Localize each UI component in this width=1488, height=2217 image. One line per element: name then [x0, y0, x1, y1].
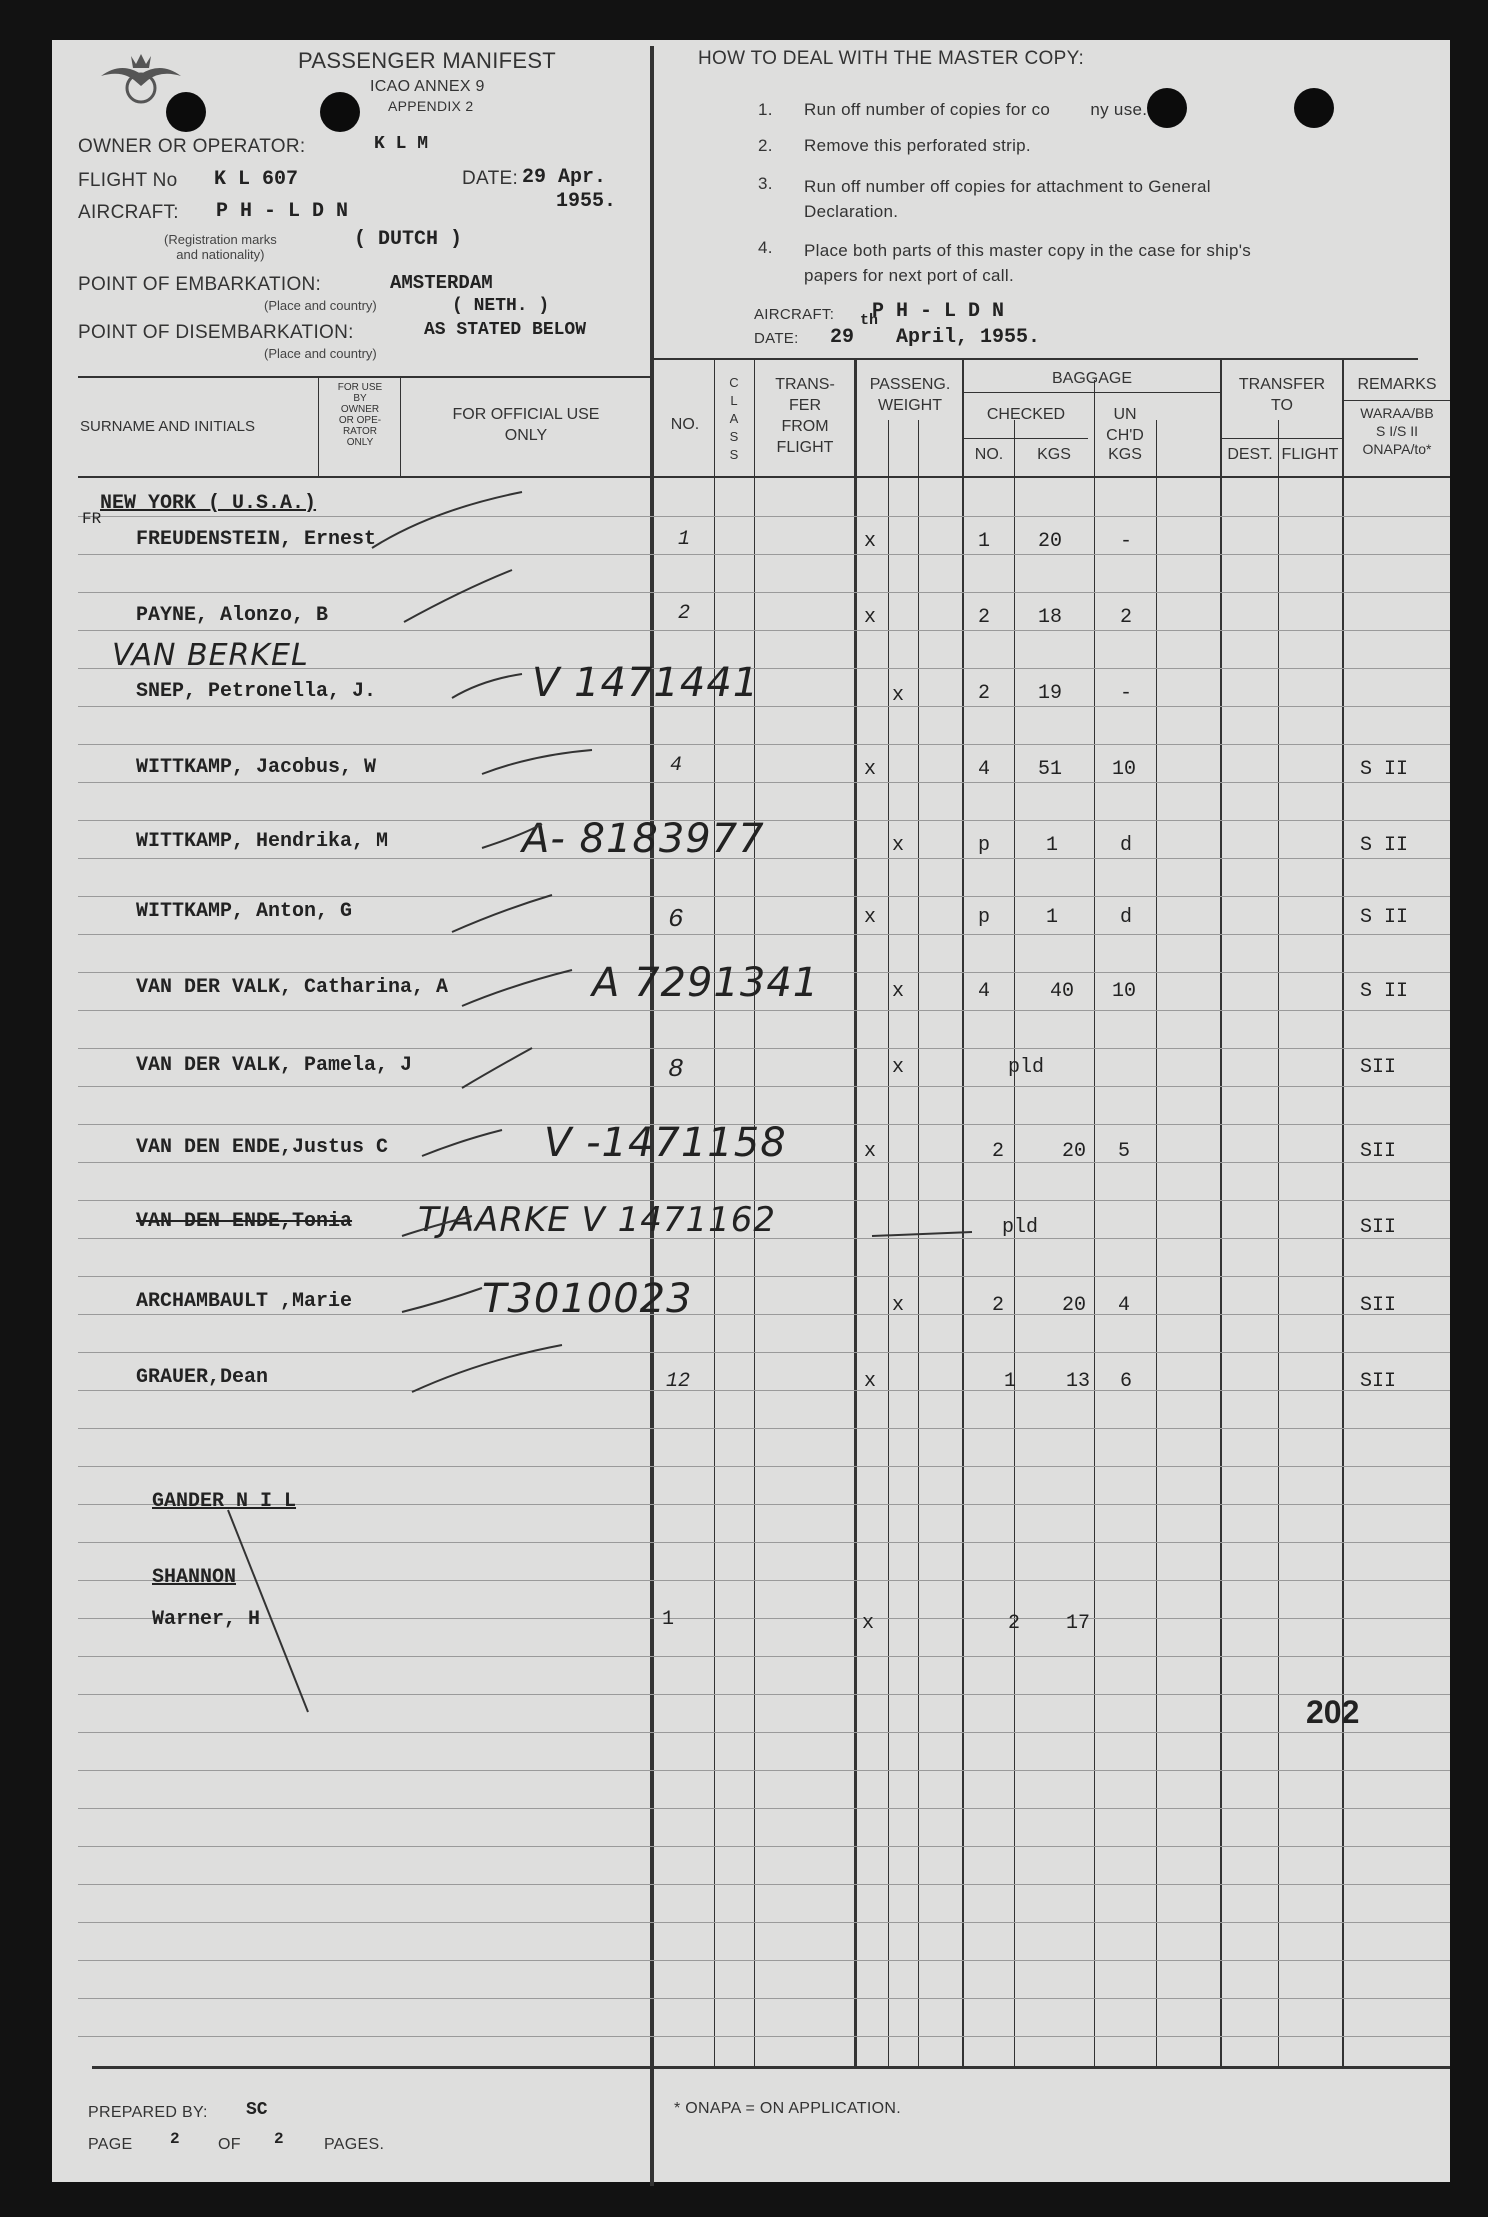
col-weight: PASSENG. WEIGHT	[869, 376, 951, 414]
bag-kgs: pld	[1002, 1216, 1039, 1239]
bag-no: 2	[992, 1294, 1005, 1317]
instruction-text: Place both parts of this master copy in the case for ship's papers for next port of call.	[804, 241, 1252, 285]
col-kgs: KGS	[1037, 446, 1071, 463]
passenger-name: SNEP, Petronella, J.	[136, 680, 377, 703]
col-flight: FLIGHT	[1281, 446, 1339, 463]
bag-kgs: 17	[1066, 1612, 1091, 1635]
col-unchecked: UN CH'D	[1106, 406, 1144, 444]
date-label: DATE:	[462, 168, 519, 189]
passenger-name: VAN DEN ENDE,Tonia	[136, 1210, 353, 1233]
col-transfer-to: TRANSFER TO	[1238, 376, 1326, 414]
pages-label: PAGES.	[324, 2136, 385, 2153]
weight-mark: x	[892, 834, 905, 857]
bag-unchecked: 2	[1120, 606, 1133, 629]
passenger-name: VAN DER VALK, Pamela, J	[136, 1054, 413, 1077]
bag-unchecked: 6	[1120, 1370, 1133, 1393]
bag-kgs: 20	[1062, 1140, 1087, 1163]
weight-mark: x	[892, 1056, 905, 1079]
footer-rule	[92, 2066, 1450, 2069]
col-transfer-from: TRANS- FER FROM FLIGHT	[775, 376, 835, 456]
instruction-text: Run off number of copies for co ny use.	[804, 100, 1148, 119]
remarks: S II	[1360, 980, 1409, 1003]
bag-no: 4	[978, 980, 991, 1003]
bag-no: 2	[978, 682, 991, 705]
instr-aircraft-value: P H - L D N	[872, 300, 1005, 323]
of-label: OF	[218, 2136, 241, 2153]
weight-mark: x	[892, 1294, 905, 1317]
passenger-no: 1	[678, 528, 691, 551]
instruction-text: Run off number off copies for attachment to General Declaration.	[804, 177, 1211, 221]
owner-label: OWNER OR OPERATOR:	[78, 136, 306, 157]
date-year: 1955.	[556, 190, 617, 213]
bag-no: 4	[978, 758, 991, 781]
bag-kgs: 20	[1062, 1294, 1087, 1317]
bag-unchecked: -	[1120, 682, 1133, 705]
passenger-name: VAN DER VALK, Catharina, A	[136, 976, 449, 999]
bag-kgs: 1	[1046, 834, 1059, 857]
disembarkation-value: AS STATED BELOW	[424, 320, 587, 340]
passenger-name: WITTKAMP, Hendrika, M	[136, 830, 389, 853]
passenger-name: FREUDENSTEIN, Ernest	[136, 528, 377, 551]
instr-date-label: DATE:	[754, 330, 799, 347]
bag-unchecked: d	[1120, 834, 1133, 857]
remarks: SII	[1360, 1216, 1397, 1239]
page-total: 2	[274, 2130, 284, 2148]
remarks: S II	[1360, 834, 1409, 857]
instr-date-sup: th	[860, 312, 879, 329]
registration-note: (Registration marks and nationality)	[164, 232, 277, 262]
bag-no: p	[978, 834, 991, 857]
bag-no: 2	[992, 1140, 1005, 1163]
fr-mark: FR	[82, 510, 102, 528]
passenger-no: 8	[668, 1054, 684, 1084]
passenger-name: PAYNE, Alonzo, B	[136, 604, 329, 627]
handwritten-correction: VAN BERKEL	[112, 638, 309, 673]
handwritten-passport: TJAARKE V 1471162	[418, 1200, 777, 1240]
instruction-text: Remove this perforated strip.	[804, 136, 1031, 155]
onapa-note: * ONAPA = ON APPLICATION.	[674, 2100, 901, 2117]
instr-date-value: 29	[830, 326, 855, 349]
handwritten-passport: V 1471441	[532, 660, 760, 706]
col-remarks: REMARKS	[1357, 376, 1437, 393]
instruction-number: 2.	[758, 136, 773, 155]
handwritten-passport: A- 8183977	[522, 816, 765, 862]
handwritten-passport: T3010023	[482, 1276, 693, 1322]
col-baggage: BAGGAGE	[1051, 370, 1133, 387]
passenger-name: VAN DEN ENDE,Justus C	[136, 1136, 389, 1159]
handwritten-passport: V -1471158	[544, 1120, 787, 1166]
bag-kgs: 51	[1038, 758, 1063, 781]
remarks: SII	[1360, 1370, 1397, 1393]
bag-no: p	[978, 906, 991, 929]
remarks: SII	[1360, 1140, 1397, 1163]
date-value: 29 Apr.	[522, 166, 607, 189]
bag-unchecked: 5	[1118, 1140, 1131, 1163]
nationality-value: ( DUTCH )	[354, 228, 463, 251]
instruction-number: 3.	[758, 174, 773, 193]
embarkation-label: POINT OF EMBARKATION:	[78, 274, 322, 295]
weight-mark: x	[892, 684, 905, 707]
flight-label: FLIGHT No	[78, 170, 178, 191]
remarks: S II	[1360, 758, 1409, 781]
bag-no: 2	[978, 606, 991, 629]
col-kgs-unchecked: KGS	[1108, 446, 1142, 463]
bag-unchecked: 10	[1112, 980, 1137, 1003]
class-mark: x	[864, 906, 877, 929]
bag-unchecked: 10	[1112, 758, 1137, 781]
page-label: PAGE	[88, 2136, 133, 2153]
passenger-name: ARCHAMBAULT ,Marie	[136, 1290, 353, 1313]
passenger-no: 2	[678, 602, 691, 625]
prepared-by-value: SC	[246, 2100, 268, 2120]
bag-kgs: 1	[1046, 906, 1059, 929]
bag-unchecked: d	[1120, 906, 1133, 929]
bag-kgs: 20	[1038, 530, 1063, 553]
bag-unchecked: 4	[1118, 1294, 1131, 1317]
flight-value: K L 607	[214, 168, 299, 191]
bag-unchecked: -	[1120, 530, 1133, 553]
place-note-2: (Place and country)	[264, 346, 377, 361]
col-owner-use: FOR USE BY OWNER OR OPE- RATOR ONLY	[337, 382, 383, 448]
instructions-title: HOW TO DEAL WITH THE MASTER COPY:	[698, 48, 1085, 69]
prepared-by-label: PREPARED BY:	[88, 2104, 208, 2121]
bag-kgs: 18	[1038, 606, 1063, 629]
class-mark: x	[862, 1612, 875, 1635]
class-mark: x	[864, 1370, 877, 1393]
passenger-name: Warner, H	[152, 1608, 261, 1631]
class-mark: x	[864, 758, 877, 781]
stamp-number: 202	[1306, 1694, 1360, 1730]
passenger-no: 6	[668, 904, 684, 934]
col-no: NO.	[670, 416, 700, 433]
col-checked: CHECKED	[986, 406, 1066, 423]
bag-kgs: 13	[1066, 1370, 1091, 1393]
class-mark: x	[864, 530, 877, 553]
bag-kgs: pld	[1008, 1056, 1045, 1079]
bag-kgs: 19	[1038, 682, 1063, 705]
instruction-number: 1.	[758, 100, 773, 119]
page-number: 2	[170, 2130, 180, 2148]
icao-annex: ICAO ANNEX 9	[370, 78, 485, 95]
col-official-use: FOR OFFICIAL USE ONLY	[452, 406, 600, 444]
passenger-no: 1	[662, 1608, 675, 1631]
passenger-no: 12	[666, 1370, 691, 1393]
disembarkation-label: POINT OF DISEMBARKATION:	[78, 322, 354, 343]
bag-no: 1	[978, 530, 991, 553]
passenger-name: WITTKAMP, Jacobus, W	[136, 756, 377, 779]
remarks: S II	[1360, 906, 1409, 929]
passenger-no: 4	[670, 754, 683, 777]
owner-value: K L M	[374, 134, 429, 154]
passenger-name: GRAUER,Dean	[136, 1366, 269, 1389]
col-remarks-sub: WARAA/BB S I/S II ONAPA/to*	[1360, 405, 1434, 457]
col-dest: DEST.	[1227, 446, 1273, 463]
bag-kgs: 40	[1050, 980, 1075, 1003]
col-surname: SURNAME AND INITIALS	[80, 418, 256, 435]
col-class: C L A S S	[729, 375, 739, 462]
appendix-label: APPENDIX 2	[388, 98, 474, 114]
passenger-name: WITTKAMP, Anton, G	[136, 900, 353, 923]
manifest-sheet	[52, 40, 1450, 2182]
pen-marks	[52, 40, 1450, 2182]
handwritten-passport: A 7291341	[592, 960, 820, 1006]
place-note: (Place and country)	[264, 298, 377, 313]
instr-aircraft-label: AIRCRAFT:	[754, 306, 835, 323]
bag-no: 2	[1008, 1612, 1021, 1635]
bag-no: 1	[1004, 1370, 1017, 1393]
remarks: SII	[1360, 1294, 1397, 1317]
form-title: PASSENGER MANIFEST	[298, 48, 557, 73]
embarkation-value: AMSTERDAM	[390, 272, 493, 294]
aircraft-value: P H - L D N	[216, 200, 349, 223]
shannon-stop: SHANNON	[152, 1566, 237, 1589]
weight-mark: x	[892, 980, 905, 1003]
gander-stop: GANDER N I L	[152, 1490, 297, 1513]
col-bag-no: NO.	[974, 446, 1004, 463]
aircraft-label: AIRCRAFT:	[78, 202, 179, 223]
destination-new-york: NEW YORK ( U.S.A.)	[100, 492, 317, 515]
embarkation-country: ( NETH. )	[452, 296, 550, 316]
class-mark: x	[864, 606, 877, 629]
instr-date-rest: April, 1955.	[896, 326, 1041, 349]
remarks: SII	[1360, 1056, 1397, 1079]
class-mark: x	[864, 1140, 877, 1163]
instruction-number: 4.	[758, 238, 773, 257]
